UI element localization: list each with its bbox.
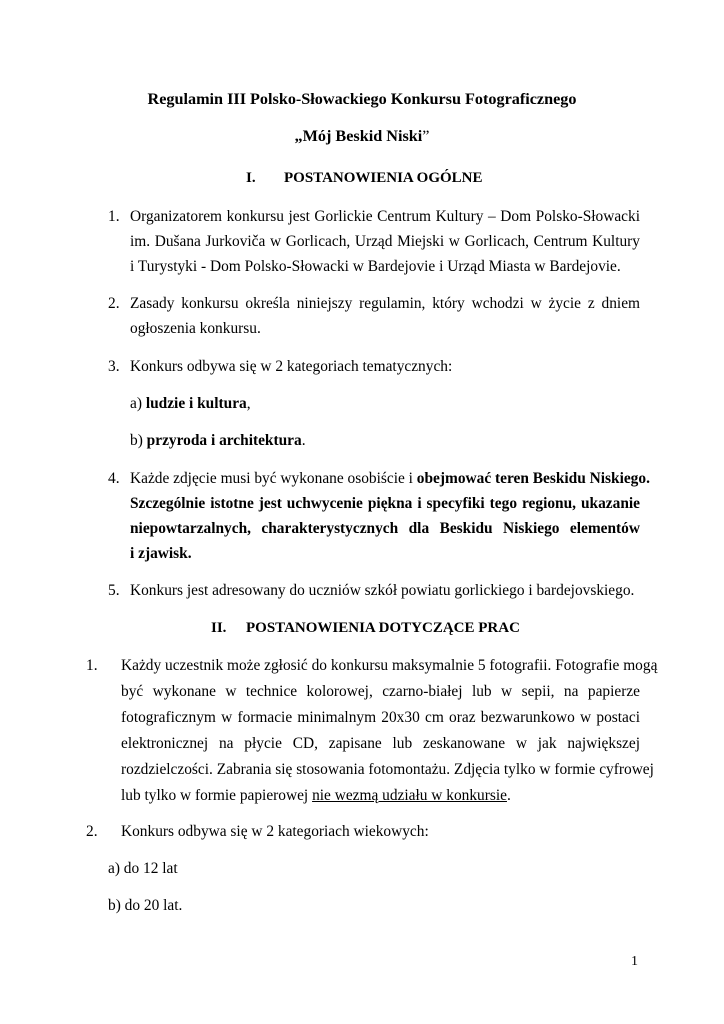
s1-item-4-line-2: Szczególnie istotne jest uchwycenie piękna i specyfiki tego regionu, ukazanie [130,495,640,512]
s1-item-1-line-2: im. Dušana Jurkoviča w Gorlicach, Urząd Miejski w Gorlicach, Centrum Kultury [130,233,640,250]
sub-a-prefix: a) [130,395,146,412]
s2-item-1-underlined: nie wezmą udziału w konkursie [312,787,507,804]
s1-item-2-number: 2. [108,295,120,312]
s1-item-1-number: 1. [108,208,120,225]
s1-item-5-text: Konkurs jest adresowany do uczniów szkół powiatu gorlickiego i bardejovskiego. [130,582,635,599]
page-number: 1 [631,954,638,969]
s1-item-4-line-1-bold: obejmować teren Beskidu Niskiego. [416,470,650,487]
s1-item-3-text: Konkurs odbywa się w 2 kategoriach tematycznych: [130,358,453,375]
s1-item-3-number: 3. [108,358,120,375]
s1-item-4-line-4: i zjawisk. [130,545,192,562]
document-title: Regulamin III Polsko-Słowackiego Konkursu Fotograficznego [147,90,577,108]
s1-item-2-line-2: ogłoszenia konkursu. [130,320,261,337]
s2-item-1-line-6-plain: lub tylko w formie papierowej [121,787,313,804]
s2-item-1-line-6-end: . [506,787,511,804]
s2-item-1-line-3: fotograficznym w formacie minimalnym 20x30 cm oraz bezwarunkowo w postaci [121,709,640,726]
sub-b-suffix: . [301,432,306,449]
section-2-heading: POSTANOWIENIA DOTYCZĄCE PRAC [246,620,520,636]
s2-item-1-line-6 [121,788,511,803]
section-2-number: II. [211,620,227,636]
s1-item-4-line-1 [130,471,650,486]
s1-item-3-sub-a [130,396,251,411]
section-1-heading: POSTANOWIENIA OGÓLNE [284,170,483,186]
document-subtitle [0,128,724,144]
subtitle-close-quote: ” [422,127,430,145]
s2-item-1-number: 1. [86,657,98,674]
s1-item-2-line-1: Zasady konkursu określa niniejszy regulamin, który wchodzi w życie z dniem [130,295,640,312]
subtitle-main: „Mój Beskid Niski [294,127,423,145]
s1-item-4-number: 4. [108,470,120,487]
s2-item-1-line-1: Każdy uczestnik może zgłosić do konkursu maksymalnie 5 fotografii. Fotografie mogą [121,657,658,674]
s2-item-2-number: 2. [86,823,98,840]
s1-item-1-line-3: i Turystyki - Dom Polsko-Słowacki w Bardejovie i Urząd Miasta w Bardejovie. [130,258,621,275]
s1-item-4-line-1-plain: Każde zdjęcie musi być wykonane osobiście i [130,470,417,487]
s2-item-1-line-2: być wykonane w technice kolorowej, czarno-białej lub w sepii, na papierze [121,683,640,700]
sub-b-prefix: b) [130,432,147,449]
s2-item-2-sub-a: a) do 12 lat [108,860,178,877]
s1-item-5-number: 5. [108,582,120,599]
s2-item-1-line-4: elektronicznej na płycie CD, zapisane lub zeskanowane w jak największej [121,735,640,752]
sub-a-suffix: , [246,395,251,412]
s2-item-2-text: Konkurs odbywa się w 2 kategoriach wiekowych: [121,823,429,840]
s2-item-1-line-5: rozdzielczości. Zabrania się stosowania fotomontażu. Zdjęcia tylko w formie cyfrowej [121,761,654,778]
section-1-number: I. [246,170,256,186]
s1-item-1-line-1: Organizatorem konkursu jest Gorlickie Centrum Kultury – Dom Polsko-Słowacki [130,208,640,225]
s1-item-4-line-3: niepowtarzalnych, charakterystycznych dla Beskidu Niskiego elementów [130,520,640,537]
sub-b-bold: przyroda i architektura [146,432,302,449]
sub-a-bold: ludzie i kultura [145,395,247,412]
s1-item-3-sub-b [130,433,306,448]
s2-item-2-sub-b: b) do 20 lat. [108,897,183,914]
